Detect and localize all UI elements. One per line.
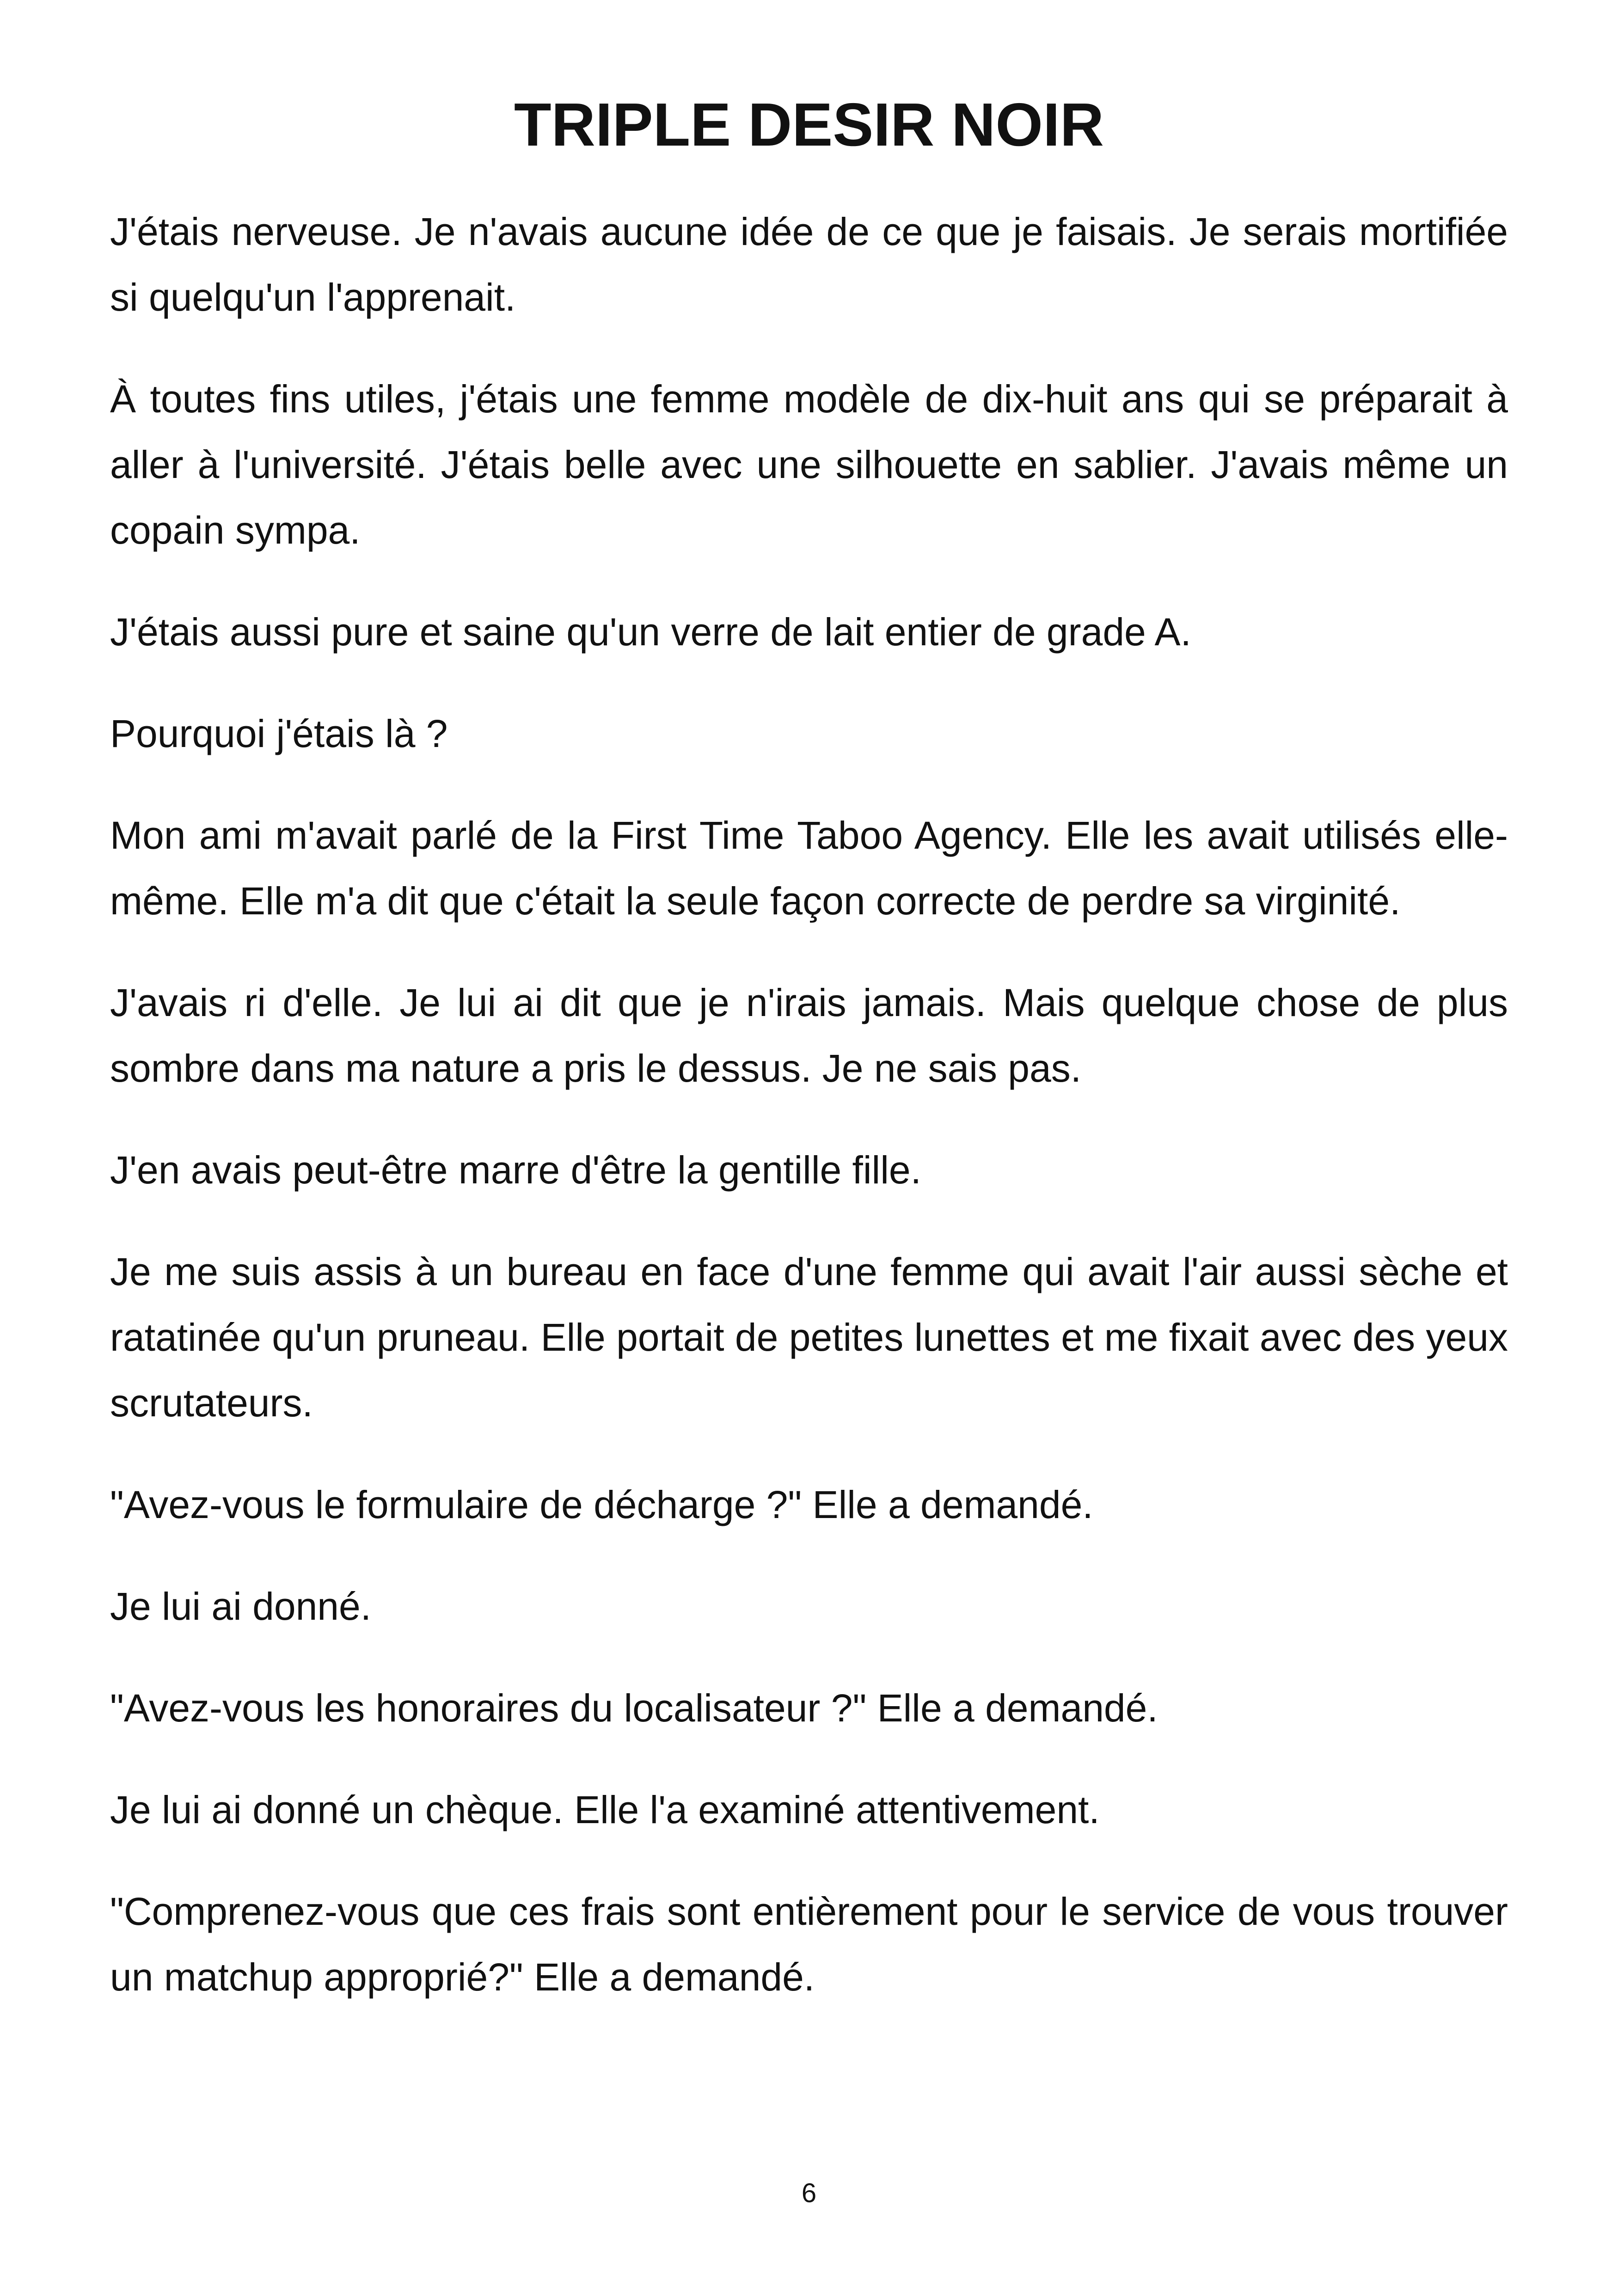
paragraph-9: "Avez-vous le formulaire de décharge ?" Elle a demandé. [110, 1483, 1093, 1526]
page-number: 6 [801, 2178, 817, 2208]
paragraph-7: J'en avais peut-être marre d'être la gentille fille. [110, 1148, 921, 1192]
paragraph-4: Pourquoi j'étais là ? [110, 712, 448, 755]
paragraph-3: J'étais aussi pure et saine qu'un verre de lait entier de grade A. [110, 610, 1191, 654]
paragraph-11: "Avez-vous les honoraires du localisateur ?" Elle a demandé. [110, 1686, 1158, 1730]
paragraph-8: Je me suis assis à un bureau en face d'une femme qui avait l'air aussi sèche et ratatinée qu'un pruneau. Elle portait de petites lunettes et me fixait avec des yeux scrutateurs. [110, 1250, 1508, 1425]
body-text [110, 199, 1508, 2046]
paragraph-1: J'étais nerveuse. Je n'avais aucune idée de ce que je faisais. Je serais mortifiée si quelqu'un l'apprenait. [110, 210, 1508, 319]
page-title: TRIPLE DESIR NOIR [514, 91, 1104, 159]
paragraph-6: J'avais ri d'elle. Je lui ai dit que je n'irais jamais. Mais quelque chose de plus sombre dans ma nature a pris le dessus. Je ne sais pas. [110, 981, 1508, 1090]
paragraph-2: À toutes fins utiles, j'étais une femme modèle de dix-huit ans qui se préparait à aller à l'université. J'étais belle avec une silhouette en sablier. J'avais même un copain sympa. [110, 377, 1508, 552]
paragraph-5: Mon ami m'avait parlé de la First Time Taboo Agency. Elle les avait utilisés elle-même. Elle m'a dit que c'était la seule façon correcte de perdre sa virginité. [110, 814, 1508, 923]
paragraph-10: Je lui ai donné. [110, 1585, 372, 1628]
paragraph-12: Je lui ai donné un chèque. Elle l'a examiné attentivement. [110, 1788, 1100, 1831]
paragraph-13: "Comprenez-vous que ces frais sont entièrement pour le service de vous trouver un matchup approprié?" Elle a demandé. [110, 1890, 1508, 1999]
